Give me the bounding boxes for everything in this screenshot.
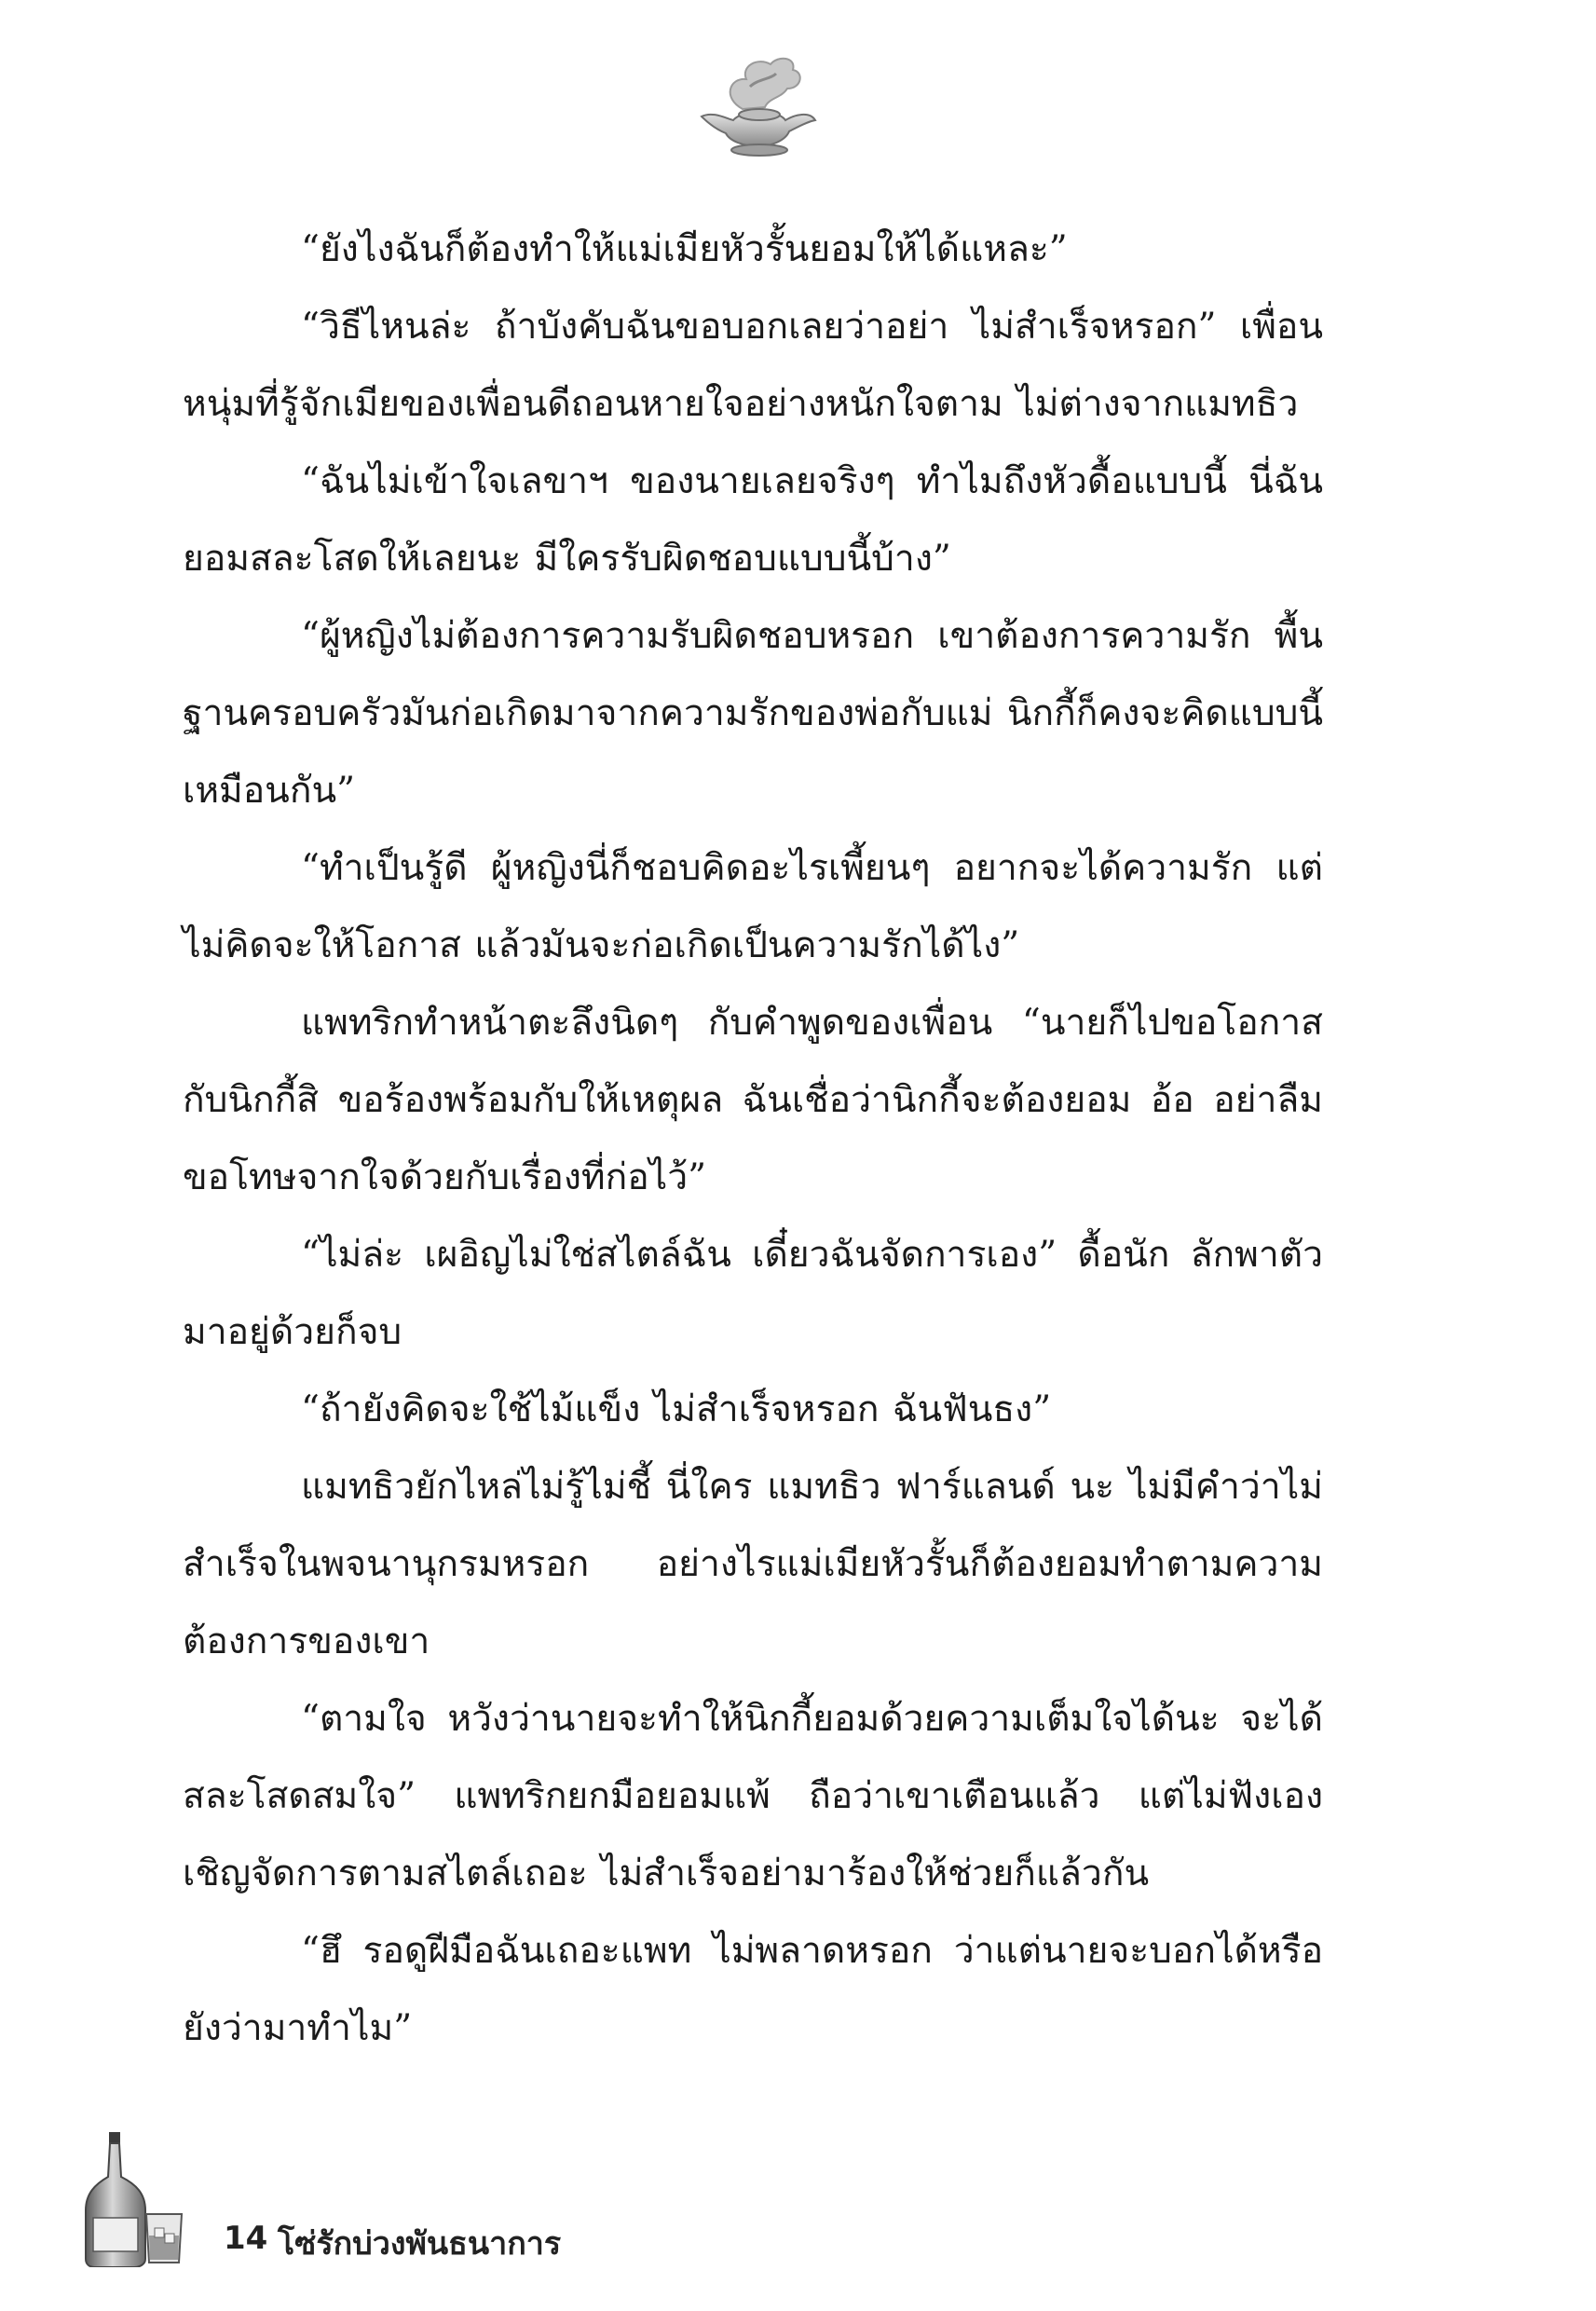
paragraph: “วิธีไหนล่ะ ถ้าบังคับฉันขอบอกเลยว่าอย่า ไม่สำเร็จหรอก” เพื่อนหนุ่มที่รู้จักเมียของเพื่อนดีถอนหายใจอย่างหนักใจตาม ไม่ต่างจากแมทธิว <box>183 306 1323 425</box>
paragraph: แพทริกทำหน้าตะลึงนิดๆ กับคำพูดของเพื่อน “นายก็ไปขอโอกาสกับนิกกี้สิ ขอร้องพร้อมกับให้เหตุผล ฉันเชื่อว่านิกกี้จะต้องยอม อ้อ อย่าลืมขอโทษจากใจด้วยกับเรื่องที่ก่อไว้” <box>183 1002 1323 1198</box>
paragraph: “ยังไงฉันก็ต้องทำให้แม่เมียหัวรั้นยอมให้ได้แหละ” <box>301 228 1068 270</box>
page-footer <box>78 2132 730 2272</box>
page-number: 14 <box>224 2220 268 2257</box>
paragraph: “ฮึ รอดูฝีมือฉันเถอะแพท ไม่พลาดหรอก ว่าแต่นายจะบอกได้หรือยังว่ามาทำไม” <box>183 1930 1323 2049</box>
liquor-bottle-icon <box>78 2132 153 2267</box>
paragraph: แมทธิวยักไหล่ไม่รู้ไม่ชี้ นี่ใคร แมทธิว ฟาร์แลนด์ นะ ไม่มีคำว่าไม่สำเร็จในพจนานุกรมหรอก อย่างไรแม่เมียหัวรั้นก็ต้องยอมทำตามความต้องการของเขา <box>183 1466 1323 1662</box>
page-body <box>183 211 1323 2067</box>
paragraph: “ถ้ายังคิดจะใช้ไม้แข็ง ไม่สำเร็จหรอก ฉันฟันธง” <box>301 1388 1052 1430</box>
paragraph: “ไม่ล่ะ เผอิญไม่ใช่สไตล์ฉัน เดี๋ยวฉันจัดการเอง” ดื้อนัก ลักพาตัวมาอยู่ด้วยก็จบ <box>183 1234 1323 1353</box>
genie-lamp-icon <box>685 51 825 158</box>
whiskey-glass-icon <box>143 2211 184 2265</box>
book-title: โซ่รักบ่วงพันธนาการ <box>278 2225 562 2263</box>
paragraph: “ผู้หญิงไม่ต้องการความรับผิดชอบหรอก เขาต้องการความรัก พื้นฐานครอบครัวมันก่อเกิดมาจากความรักของพ่อกับแม่ นิกกี้ก็คงจะคิดแบบนี้เหมือนกัน” <box>183 615 1323 812</box>
paragraph: “ทำเป็นรู้ดี ผู้หญิงนี่ก็ชอบคิดอะไรเพี้ยนๆ อยากจะได้ความรัก แต่ไม่คิดจะให้โอกาส แล้วมันจะก่อเกิดเป็นความรักได้ไง” <box>183 847 1323 966</box>
header-ornament <box>685 51 825 158</box>
paragraph: “ตามใจ หวังว่านายจะทำให้นิกกี้ยอมด้วยความเต็มใจได้นะ จะได้สละโสดสมใจ” แพทริกยกมือยอมแพ้ ถือว่าเขาเตือนแล้ว แต่ไม่ฟังเอง เชิญจัดการตามสไตล์เถอะ ไม่สำเร็จอย่ามาร้องให้ช่วยก็แล้วกัน <box>183 1698 1323 1894</box>
paragraph: “ฉันไม่เข้าใจเลขาฯ ของนายเลยจริงๆ ทำไมถึงหัวดื้อแบบนี้ นี่ฉันยอมสละโสดให้เลยนะ มีใครรับผิดชอบแบบนี้บ้าง” <box>183 460 1323 580</box>
